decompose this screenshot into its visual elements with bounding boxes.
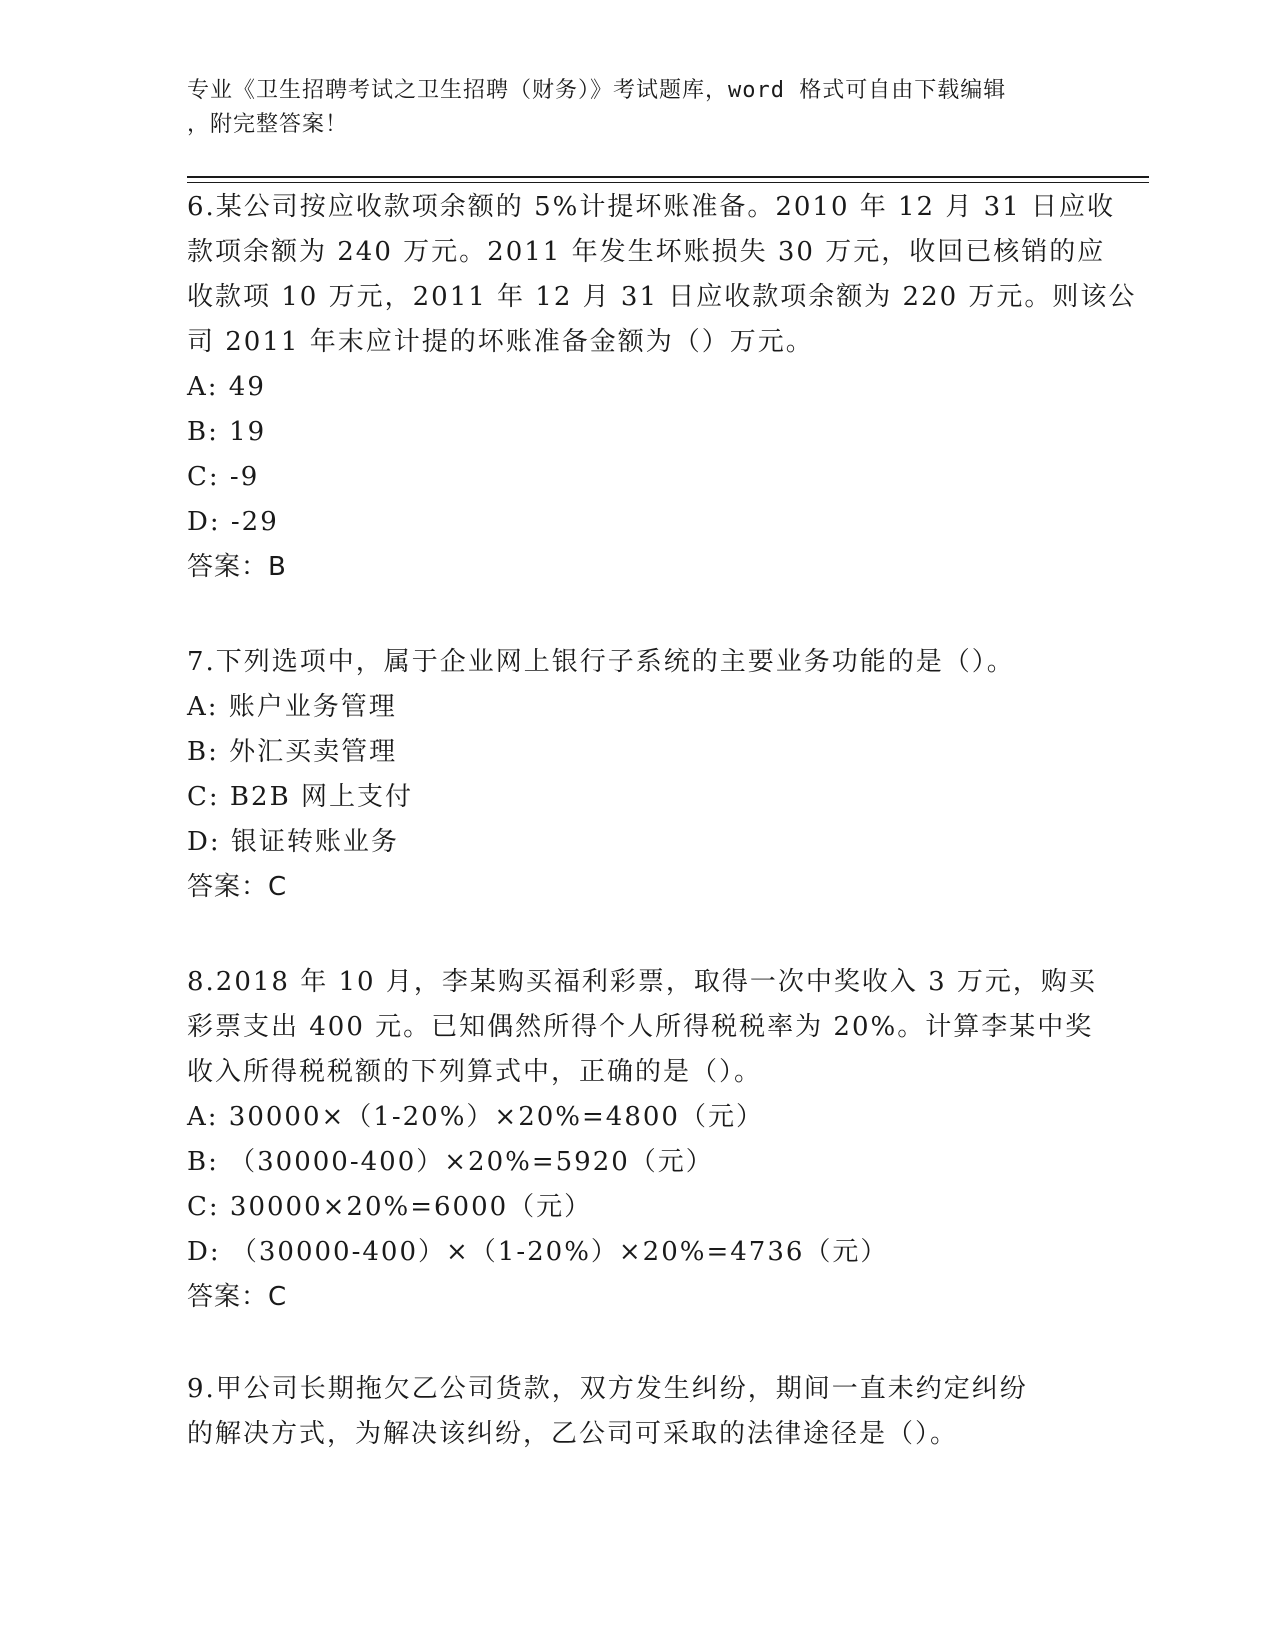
question-9-stem-line-2: 的解决方式，为解决该纠纷，乙公司可采取的法律途径是（）。 — [187, 1419, 959, 1449]
question-6-answer: 答案：B — [187, 552, 287, 582]
question-6-stem-line-1: 6.某公司按应收款项余额的 5%计提坏账准备。2010 年 12 月 31 日应收 — [187, 192, 1115, 222]
question-7 — [187, 640, 1015, 910]
question-6-stem-line-2: 款项余额为 240 万元。2011 年发生坏账损失 30 万元，收回已核销的应 — [187, 237, 1106, 267]
question-6-stem-line-4: 司 2011 年末应计提的坏账准备金额为（）万元。 — [187, 327, 814, 357]
question-7-option-d: D: 银证转账业务 — [187, 827, 399, 857]
header-line-2: ，附完整答案！ — [187, 112, 349, 137]
question-6 — [187, 185, 1136, 590]
question-7-option-b: B: 外汇买卖管理 — [187, 737, 398, 767]
header-divider-thin — [187, 182, 1149, 183]
question-8 — [187, 960, 1097, 1320]
question-7-answer: 答案：C — [187, 872, 288, 902]
question-8-option-b: B: （30000-400）×20%=5920（元） — [187, 1147, 714, 1177]
question-8-option-c: C: 30000×20%=6000（元） — [187, 1192, 593, 1222]
question-8-stem-line-2: 彩票支出 400 元。已知偶然所得个人所得税税率为 20%。计算李某中奖 — [187, 1012, 1094, 1042]
question-8-option-d: D: （30000-400）×（1-20%）×20%=4736（元） — [187, 1237, 889, 1267]
question-6-option-c: C: -9 — [187, 462, 260, 492]
question-9 — [187, 1367, 1028, 1457]
question-6-option-b: B: 19 — [187, 417, 267, 447]
question-7-option-c: C: B2B 网上支付 — [187, 782, 413, 812]
question-6-option-d: D: -29 — [187, 507, 279, 537]
question-6-stem-line-3: 收款项 10 万元，2011 年 12 月 31 日应收款项余额为 220 万元。则该公 — [187, 282, 1137, 312]
question-8-stem-line-1: 8.2018 年 10 月，李某购买福利彩票，取得一次中奖收入 3 万元，购买 — [187, 967, 1097, 997]
question-7-option-a: A: 账户业务管理 — [187, 692, 397, 722]
question-6-option-a: A: 49 — [187, 372, 266, 402]
question-9-stem-line-1: 9.甲公司长期拖欠乙公司货款，双方发生纠纷，期间一直未约定纠纷 — [187, 1374, 1028, 1404]
header-divider-thick — [187, 176, 1149, 178]
question-8-answer: 答案：C — [187, 1282, 288, 1312]
document-header — [187, 74, 1067, 142]
question-7-stem-line-1: 7.下列选项中，属于企业网上银行子系统的主要业务功能的是（）。 — [187, 647, 1015, 677]
question-8-stem-line-3: 收入所得税税额的下列算式中，正确的是（）。 — [187, 1057, 763, 1087]
header-line-1: 专业《卫生招聘考试之卫生招聘（财务）》考试题库，word 格式可自由下载编辑 — [187, 78, 1007, 103]
question-8-option-a: A: 30000×（1-20%）×20%=4800（元） — [187, 1102, 764, 1132]
